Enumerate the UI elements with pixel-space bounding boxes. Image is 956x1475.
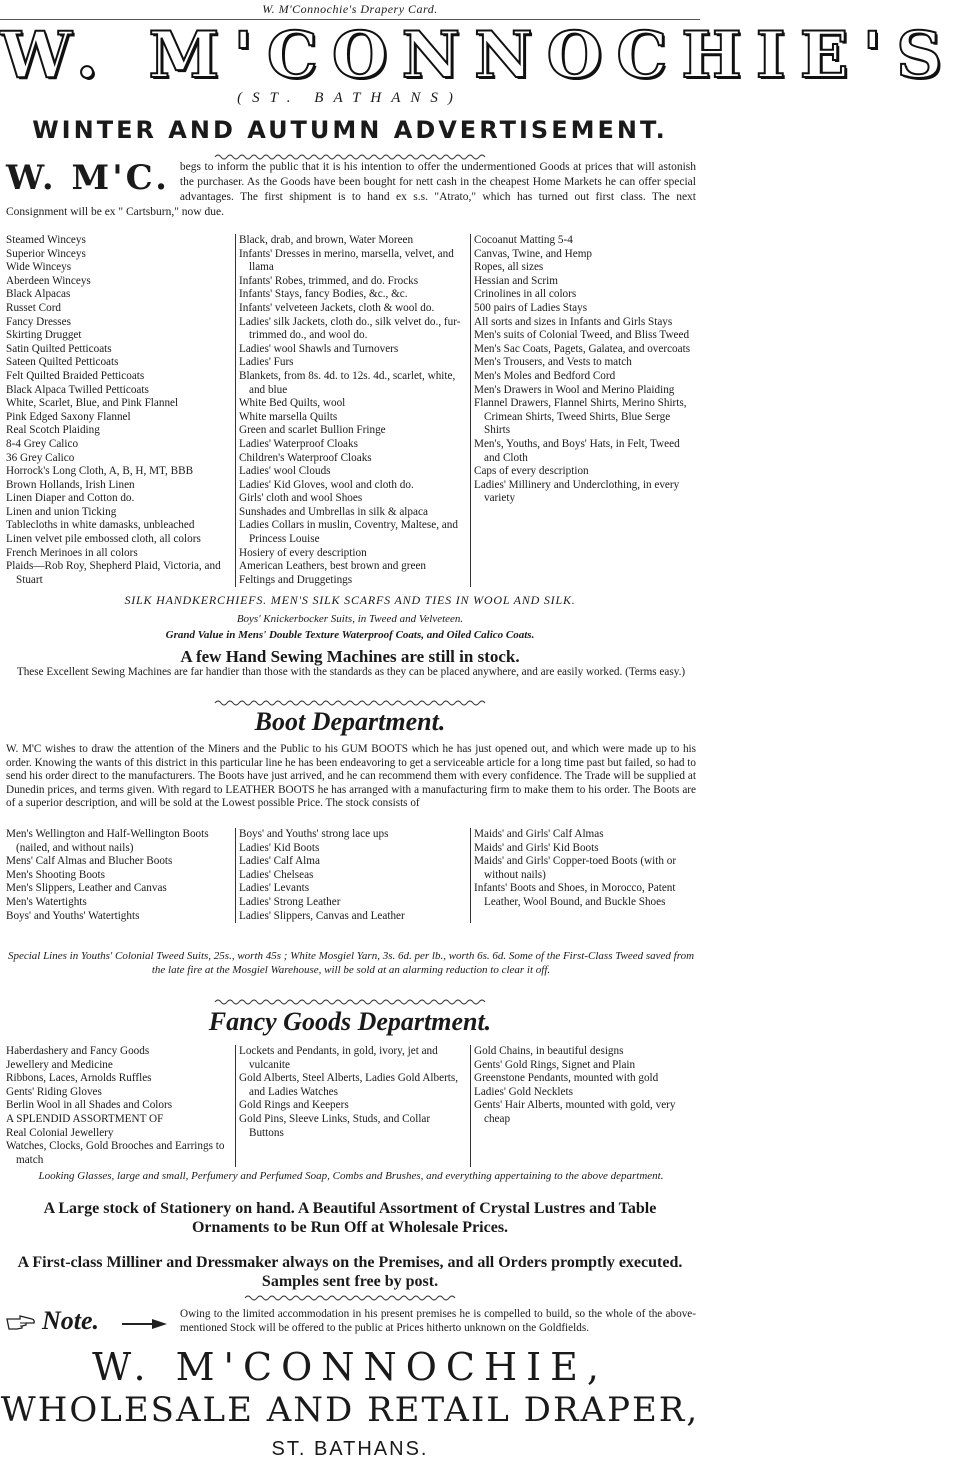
list-item: Real Scotch Plaiding — [6, 424, 100, 437]
list-item: Infants' Dresses in merino, marsella, velvet, and llama — [239, 247, 454, 274]
intro-text: begs to inform the public that it is his intention to offer the undermentioned Goods at prices that will astonish the purchaser. As the Goods have been bought for nett cash in the cheapest Home Markets he can offer special advantages. The first shipment is to hand ex s.s. "Atrato," which has turned out first class. The next Consignment will be ex " Cartsburn," now due. — [6, 161, 696, 218]
list-item: Blankets, from 8s. 4d. to 12s. 4d., scarlet, white, and blue — [239, 369, 456, 396]
list-item: Ladies' Kid Boots — [239, 841, 320, 854]
list-item: 500 pairs of Ladies Stays — [474, 301, 588, 314]
list-item: Greenstone Pendants, mounted with gold — [474, 1072, 659, 1085]
goods-list — [3, 234, 697, 587]
list-item: Maids' and Girls' Kid Boots — [474, 841, 599, 854]
list-item: Linen Diaper and Cotton do. — [6, 492, 135, 505]
list-item: Brown Hollands, Irish Linen — [6, 478, 135, 491]
list-item: Maids' and Girls' Calf Almas — [474, 828, 604, 840]
list-item: Aberdeen Winceys — [6, 274, 91, 287]
arrow-icon — [122, 1318, 168, 1330]
location: (ST. BATHANS) — [237, 90, 463, 106]
list-item: Gold Rings and Keepers — [239, 1099, 349, 1112]
note-label: Note. — [42, 1306, 100, 1335]
list-item: Russet Cord — [6, 301, 62, 314]
list-item: Ladies' Kid Gloves, wool and cloth do. — [239, 478, 414, 491]
list-item: Gold Pins, Sleeve Links, Studs, and Collar Buttons — [239, 1112, 431, 1139]
list-item: Men's Drawers in Wool and Merino Plaiding — [474, 383, 675, 396]
headline: WINTER AND AUTUMN ADVERTISEMENT. — [32, 116, 668, 144]
list-item: Feltings and Druggetings — [239, 573, 353, 586]
silk-line: SILK HANDKERCHIEFS. MEN'S SILK SCARFS AND TIES IN WOOL AND SILK. — [124, 593, 576, 607]
list-item: Infants' Boots and Shoes, in Morocco, Patent Leather, Wool Bound, and Buckle Shoes — [474, 882, 676, 908]
list-item: Flannel Drawers, Flannel Shirts, Merino Shirts, Crimean Shirts, Tweed Shirts, Blue Serge Shirts — [474, 397, 687, 437]
list-item: Gold Alberts, Steel Alberts, Ladies Gold Alberts, and Ladies Watches — [239, 1072, 459, 1098]
fancy-goods-list — [3, 1045, 697, 1167]
intro-paragraph — [6, 160, 696, 220]
list-item: Watches, Clocks, Gold Brooches and Earrings to match — [6, 1140, 225, 1166]
boot-column-3 — [470, 828, 697, 923]
list-item: Ladies' wool Clouds — [239, 465, 331, 478]
list-item: Girls' cloth and wool Shoes — [239, 492, 363, 505]
note-text: Owing to the limited accommodation in his present premises he is compelled to build, so the whole of the above-mentioned Stock will be offered to the public at Prices hitherto unknown on the Goldfields. — [180, 1308, 696, 1334]
list-item: Steamed Winceys — [6, 234, 86, 246]
list-item: Ladies' Chelseas — [239, 868, 314, 881]
list-item: American Leathers, best brown and green — [239, 560, 427, 573]
list-item: Pink Edged Saxony Flannel — [6, 410, 131, 423]
goods-column-2 — [235, 234, 470, 587]
fancy-goods-heading: Fancy Goods Department. — [208, 1007, 492, 1036]
goods-column-1 — [3, 234, 235, 587]
list-item: Men's Shooting Boots — [6, 868, 105, 881]
list-item: Men's Wellington and Half-Wellington Boots (nailed, and without nails) — [6, 828, 209, 854]
fancy-column-1 — [3, 1045, 235, 1167]
stationery-line: A Large stock of Stationery on hand. A Beautiful Assortment of Crystal Lustres and Table Ornaments to be Run Off at Wholesale Prices. — [43, 1200, 657, 1236]
list-item: Sateen Quilted Petticoats — [6, 356, 119, 369]
list-item: Men's Trousers, and Vests to match — [474, 356, 632, 369]
footer-title: WHOLESALE AND RETAIL DRAPER, — [0, 1390, 700, 1430]
footer-name: W. M'CONNOCHIE, — [92, 1345, 608, 1389]
boot-column-1 — [3, 828, 235, 923]
list-item: Infants' velveteen Jackets, cloth & wool do. — [239, 301, 435, 314]
grand-value-line: Grand Value in Mens' Double Texture Waterproof Coats, and Oiled Calico Coats. — [165, 629, 535, 641]
list-item: Felt Quilted Braided Petticoats — [6, 369, 145, 382]
sewing-heading: A few Hand Sewing Machines are still in stock. — [180, 647, 520, 666]
list-item: Hessian and Scrim — [474, 274, 558, 287]
running-head: W. M'Connochie's Drapery Card. — [262, 2, 438, 16]
list-item: Canvas, Twine, and Hemp — [474, 247, 593, 260]
list-item: Ribbons, Laces, Arnolds Ruffles — [6, 1072, 152, 1085]
looking-glasses-line: Looking Glasses, large and small, Perfumery and Perfumed Soap, Combs and Brushes, and everything appertaining to the above department. — [38, 1170, 664, 1182]
list-item: Satin Quilted Petticoats — [6, 342, 112, 355]
boot-column-2 — [235, 828, 470, 923]
list-item: Ladies' Levants — [239, 882, 310, 895]
list-item: Ladies' Furs — [239, 356, 294, 369]
list-item: Horrock's Long Cloth, A, B, H, MT, BBB — [6, 465, 194, 478]
list-item: Men's Watertights — [6, 895, 87, 908]
list-item: Children's Waterproof Cloaks — [239, 451, 372, 464]
list-item: Tablecloths in white damasks, unbleached — [6, 519, 195, 532]
sewing-text: These Excellent Sewing Machines are far handier than those with the standards as they can be placed anywhere, and are easily worked. (Terms easy.) — [16, 666, 686, 678]
intro-initials: W. M'C. — [6, 158, 170, 198]
list-item: Ladies' Strong Leather — [239, 895, 341, 908]
list-item: Men's Moles and Bedford Cord — [474, 369, 616, 382]
list-item: Black Alpaca Twilled Petticoats — [6, 383, 149, 396]
list-item: Boys' and Youths' Watertights — [6, 909, 140, 922]
list-item: A SPLENDID ASSORTMENT OF — [6, 1112, 164, 1125]
list-item: Sunshades and Umbrellas in silk & alpaca — [239, 505, 428, 518]
goods-column-3 — [470, 234, 697, 587]
list-item: Maids' and Girls' Copper-toed Boots (with or without nails) — [474, 855, 677, 881]
list-item: Superior Winceys — [6, 247, 86, 260]
list-item: 36 Grey Calico — [6, 451, 75, 464]
list-item: Ropes, all sizes — [474, 261, 544, 274]
list-item: Ladies' Gold Necklets — [474, 1085, 573, 1098]
list-item: Boys' and Youths' strong lace ups — [239, 828, 389, 840]
list-item: Ladies' Calf Alma — [239, 855, 320, 868]
list-item: Ladies Collars in muslin, Coventry, Maltese, and Princess Louise — [239, 519, 458, 546]
list-item: Real Colonial Jewellery — [6, 1126, 114, 1139]
list-item: Wide Winceys — [6, 261, 72, 274]
masthead: W. M'CONNOCHIE'S — [0, 18, 956, 93]
list-item: Men's Slippers, Leather and Canvas — [6, 882, 167, 895]
list-item: Fancy Dresses — [6, 315, 71, 328]
list-item: Ladies' Millinery and Underclothing, in every variety — [474, 478, 680, 505]
boot-list — [3, 828, 697, 923]
boot-department-heading: Boot Department. — [254, 707, 446, 736]
list-item: Linen velvet pile embossed cloth, all colors — [6, 533, 201, 546]
list-item: White, Scarlet, Blue, and Pink Flannel — [6, 397, 179, 410]
list-item: Green and scarlet Bullion Fringe — [239, 424, 386, 437]
list-item: Ladies' Waterproof Cloaks — [239, 437, 358, 450]
special-lines: Special Lines in Youths' Colonial Tweed Suits, 25s., worth 45s ; White Mosgiel Yarn, 3s. 6d. per lb., worth 6s. 6d. Some of the First-Class Tweed saved from the late fire at the Mosgiel Warehouse, will be sold at an alarming reduction to clear it off. — [7, 950, 695, 976]
list-item: Plaids—Rob Roy, Shepherd Plaid, Victoria, and Stuart — [6, 560, 221, 586]
list-item: Berlin Wool in all Shades and Colors — [6, 1099, 173, 1112]
list-item: Cocoanut Matting 5-4 — [474, 234, 573, 246]
list-item: Mens' Calf Almas and Blucher Boots — [6, 855, 173, 868]
boot-text: W. M'C wishes to draw the attention of the Miners and the Public to his GUM BOOTS which he has just opened out, and which were made up to his order. Knowing the wants of this district in this particular line he has been endeavoring to get a serviceable article for a long time past but failed, so had to send his order direct to the manufacturers. The Boots have just arrived, and he can recommend them with every confidence. The Trade will be supplied at Dunedin prices, and terms given. With regard to LEATHER BOOTS he has arranged with a manufacturing firm to make them to his order. The Boots are of a superior description, and will be sold at the Lowest possible Price. The stock consists of — [6, 743, 697, 810]
footer-place: ST. BATHANS. — [271, 1438, 429, 1460]
list-item: Ladies' silk Jackets, cloth do., silk velvet do., fur-trimmed do., and wool do. — [239, 315, 461, 342]
list-item: Ladies' wool Shawls and Turnovers — [239, 342, 399, 355]
list-item: Black, drab, and brown, Water Moreen — [239, 234, 414, 246]
list-item: Men's Sac Coats, Pagets, Galatea, and overcoats — [474, 342, 691, 355]
list-item: French Merinoes in all colors — [6, 546, 138, 559]
list-item: Gold Chains, in beautiful designs — [474, 1045, 624, 1057]
list-item: Linen and union Ticking — [6, 505, 117, 518]
list-item: Crinolines in all colors — [474, 288, 577, 301]
list-item: Caps of every description — [474, 465, 589, 478]
milliner-line: A First-class Milliner and Dressmaker always on the Premises, and all Orders promptly executed. Samples sent free by post. — [17, 1254, 683, 1290]
list-item: Infants' Robes, trimmed, and do. Frocks — [239, 274, 419, 287]
list-item: Gents' Riding Gloves — [6, 1085, 102, 1098]
wavy-divider — [215, 699, 485, 707]
wavy-divider — [215, 998, 485, 1006]
list-item: White marsella Quilts — [239, 410, 338, 423]
pointing-hand-icon — [6, 1314, 36, 1332]
wavy-divider — [245, 1294, 455, 1302]
fancy-column-2 — [235, 1045, 470, 1167]
list-item: Ladies' Slippers, Canvas and Leather — [239, 909, 405, 922]
list-item: White Bed Quilts, wool — [239, 397, 346, 410]
boys-line: Boys' Knickerbocker Suits, in Tweed and Velveteen. — [236, 613, 464, 625]
list-item: Haberdashery and Fancy Goods — [6, 1045, 150, 1057]
list-item: Gents' Gold Rings, Signet and Plain — [474, 1058, 636, 1071]
list-item: Men's suits of Colonial Tweed, and Bliss Tweed — [474, 329, 690, 342]
list-item: Men's, Youths, and Boys' Hats, in Felt, Tweed and Cloth — [474, 437, 680, 464]
list-item: Black Alpacas — [6, 288, 71, 301]
list-item: Jewellery and Medicine — [6, 1058, 113, 1071]
list-item: All sorts and sizes in Infants and Girls Stays — [474, 315, 673, 328]
list-item: 8-4 Grey Calico — [6, 437, 79, 450]
list-item: Infants' Stays, fancy Bodies, &c., &c. — [239, 288, 408, 301]
list-item: Lockets and Pendants, in gold, ivory, jet and vulcanite — [239, 1045, 438, 1071]
list-item: Skirting Drugget — [6, 329, 82, 342]
fancy-column-3 — [470, 1045, 697, 1167]
list-item: Gents' Hair Alberts, mounted with gold, very cheap — [474, 1099, 676, 1125]
list-item: Hosiery of every description — [239, 546, 367, 559]
